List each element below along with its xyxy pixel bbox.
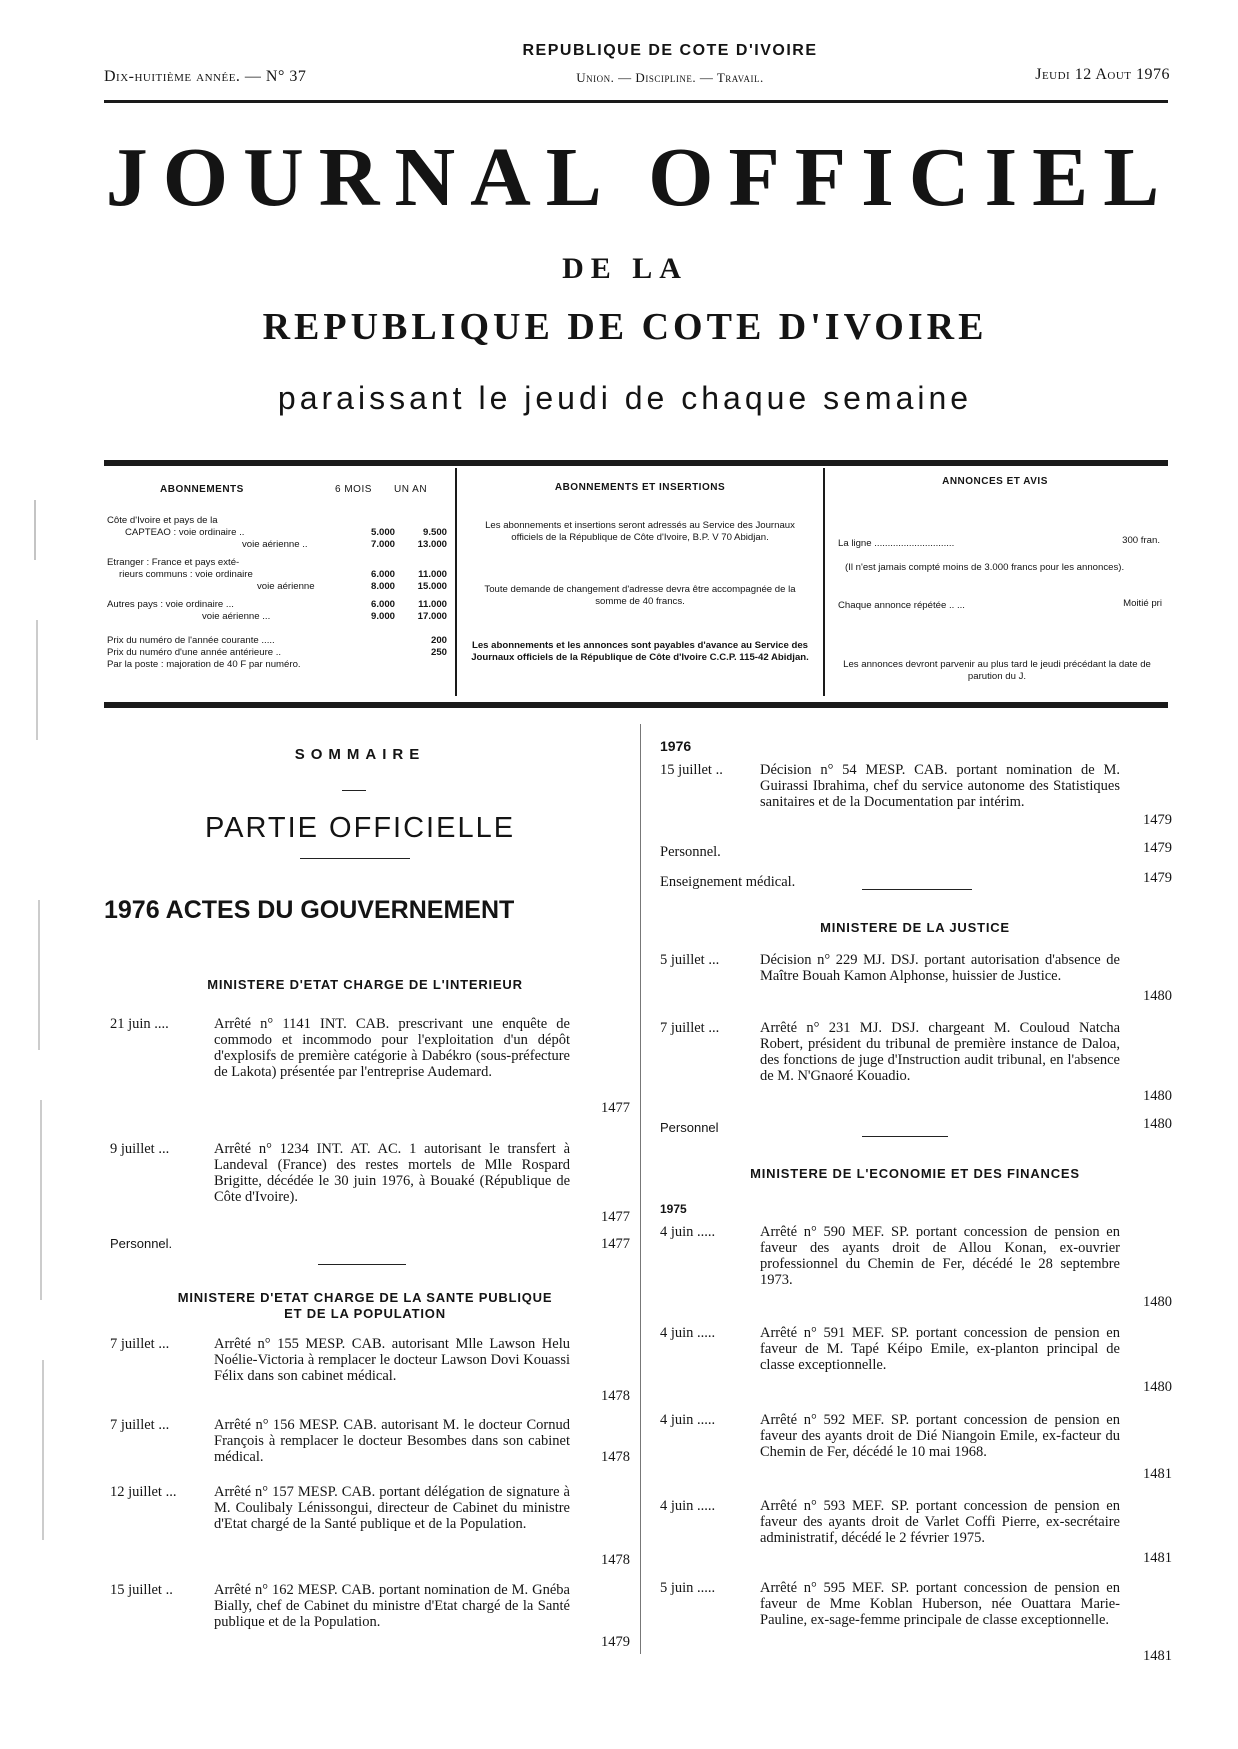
price-value: 200 (430, 635, 447, 646)
personnel-page: 1479 (1143, 840, 1172, 856)
entry-text: Arrêté n° 1141 INT. CAB. prescrivant une enquête de commodo et incommodo pour l'exploitation d'un dépôt d'explosifs de première catégorie à Dabékro (sous-préfecture de Lakota) présentée par l'entreprise Audemard. (214, 1016, 570, 1080)
entry-date: 7 juillet ... (660, 1020, 720, 1036)
box-top-rule (104, 460, 1168, 466)
subscriptions-address-note: Les abonnements et insertions seront adressés au Service des Journaux officiels de la République de Côte d'Ivoire, B.P. V 70 Abidjan. (485, 520, 795, 543)
personnel-label: Personnel. (660, 844, 721, 860)
scan-mark (38, 900, 40, 1050)
rate-1-year (395, 557, 447, 569)
entry-text: Arrêté n° 156 MESP. CAB. autorisant M. le docteur Cornud François à remplacer le docteur Besombes dans son cabinet médical. (214, 1417, 570, 1465)
gazette-entry (660, 1224, 1172, 1324)
rate-label: Côte d'Ivoire et pays de la (107, 515, 218, 526)
scan-mark (34, 500, 36, 560)
personnel-label: Personnel (660, 1120, 719, 1135)
gazette-entry (660, 1412, 1172, 1492)
actes-heading: 1976 ACTES DU GOUVERNEMENT (104, 896, 515, 924)
personnel-entry (110, 1236, 630, 1252)
entry-page: 1480 (1143, 988, 1172, 1004)
entry-page: 1478 (601, 1449, 630, 1465)
entry-date: 21 juin .... (110, 1016, 169, 1032)
ministry-health-heading-line2: ET DE LA POPULATION (284, 1306, 446, 1321)
journal-title: JOURNAL OFFICIEL (105, 131, 1175, 224)
entry-page: 1478 (601, 1388, 630, 1404)
gazette-entry (660, 1580, 1172, 1664)
entry-date: 4 juin ..... (660, 1412, 716, 1428)
entry-text: Arrêté n° 162 MESP. CAB. portant nomination de M. Gnéba Bially, chef de Cabinet du ministre d'Etat chargé de la Santé publique et de la Population. (214, 1582, 570, 1630)
price-label: Prix du numéro de l'année courante ..... (107, 635, 275, 646)
personnel-label: Personnel. (110, 1236, 173, 1251)
national-motto: Union. — Discipline. — Travail. (576, 70, 764, 85)
price-row (107, 635, 447, 647)
entry-page: 1481 (1143, 1550, 1172, 1566)
divider (862, 889, 972, 890)
entry-page: 1479 (1143, 812, 1172, 828)
entry-date: 7 juillet ... (110, 1336, 170, 1352)
rate-label: voie aérienne .. (242, 539, 308, 550)
rate-6-months: 7.000 (370, 539, 395, 550)
sommaire-heading: SOMMAIRE (294, 746, 426, 763)
box-bottom-rule (104, 702, 1168, 708)
entry-date: 15 juillet .. (110, 1582, 173, 1598)
rate-6-months (343, 515, 395, 527)
rate-label: voie aérienne ... (202, 611, 271, 622)
scan-mark (40, 1100, 42, 1300)
rate-6-months: 6.000 (370, 569, 395, 580)
rate-label: rieurs communs : voie ordinaire (119, 569, 253, 580)
scan-mark (36, 620, 38, 740)
rate-row (107, 539, 447, 551)
rate-1-year: 17.000 (417, 611, 447, 622)
payment-note: Les abonnements et les annonces sont payables d'avance au Service des Journaux officiels de la République de Côte d'Ivoire C.C.P. 115-42 Abidjan. (471, 640, 809, 663)
republic-line: REPUBLIQUE DE COTE D'IVOIRE (522, 42, 818, 59)
entry-page: 1478 (601, 1552, 630, 1568)
gazette-entry (110, 1336, 630, 1404)
entry-date: 7 juillet ... (110, 1417, 170, 1433)
price-label: Par la poste : majoration de 40 F par numéro. (107, 659, 301, 670)
rate-1-year: 15.000 (417, 581, 447, 592)
price-row (107, 659, 447, 671)
line-rate-value: 300 fran. (1122, 535, 1160, 546)
price-row (107, 647, 447, 659)
rate-1-year: 13.000 (417, 539, 447, 550)
entry-text: Arrêté n° 155 MESP. CAB. autorisant Mlle Lawson Helu Noélie-Victoria à remplacer le docteur Lawson Dovi Kouassi Félix dans son cabinet médical. (214, 1336, 570, 1384)
ministry-economy-heading: MINISTERE DE L'ECONOMIE ET DES FINANCES (750, 1166, 1080, 1181)
year-heading: 1975 (660, 1202, 687, 1216)
six-months-heading: 6 MOIS (335, 484, 372, 495)
entry-page: 1481 (1143, 1466, 1172, 1482)
divider (862, 1136, 948, 1137)
gazette-entry (660, 1020, 1172, 1104)
gazette-entry (110, 1417, 630, 1469)
repeat-rate-value: Moitié pri (1123, 598, 1162, 609)
partie-officielle-heading: PARTIE OFFICIELLE (204, 812, 516, 844)
box-divider-1 (455, 468, 457, 696)
year-heading: 1976 (660, 738, 692, 754)
rate-1-year: 11.000 (418, 599, 447, 610)
address-change-note: Toute demande de changement d'adresse devra être accompagnée de la somme de 40 francs. (484, 584, 796, 607)
rate-6-months: 5.000 (370, 527, 395, 538)
gazette-entry (660, 762, 1172, 830)
subtitle-periodicity: paraissant le jeudi de chaque semaine (277, 380, 973, 416)
medical-education-page: 1479 (1143, 870, 1172, 886)
personnel-page: 1480 (1143, 1116, 1172, 1132)
rate-label: CAPTEAO : voie ordinaire .. (125, 527, 245, 538)
subscriptions-insertions-heading: ABONNEMENTS ET INSERTIONS (554, 482, 726, 493)
issue-number: Dix-huitième année. — N° 37 (104, 68, 307, 85)
entry-date: 5 juin ..... (660, 1580, 716, 1596)
issue-date: Jeudi 12 Aout 1976 (1035, 66, 1170, 83)
ministry-interior-heading: MINISTERE D'ETAT CHARGE DE L'INTERIEUR (207, 977, 523, 992)
minimum-charge-note: (Il n'est jamais compté moins de 3.000 francs pour les annonces). (845, 562, 1125, 573)
divider (342, 790, 366, 791)
gazette-entry (660, 1325, 1172, 1405)
rate-row (107, 527, 447, 539)
entry-text: Arrêté n° 590 MEF. SP. portant concession de pension en faveur des ayants droit de Allou Konan, ex-ouvrier professionnel du Chemin de Fer, décédé le 28 septembre 1973. (760, 1224, 1120, 1288)
entry-text: Arrêté n° 592 MEF. SP. portant concession de pension en faveur des ayants droit de Dié Niangoin Emile, ex-facteur du Chemin de Fer, décédé le 10 mai 1968. (760, 1412, 1120, 1460)
divider (318, 1264, 406, 1265)
entry-date: 15 juillet .. (660, 762, 723, 778)
rate-6-months: 9.000 (370, 611, 395, 622)
rate-6-months: 8.000 (370, 581, 395, 592)
gazette-entry (660, 1498, 1172, 1566)
gazette-entry (660, 952, 1172, 1004)
price-label: Prix du numéro d'une année antérieure .. (107, 647, 282, 658)
rate-label: Autres pays : voie ordinaire ... (107, 599, 234, 610)
entry-page: 1480 (1143, 1088, 1172, 1104)
personnel-entry (660, 840, 1172, 860)
entry-page: 1480 (1143, 1379, 1172, 1395)
divider (300, 858, 410, 859)
personnel-page: 1477 (601, 1236, 630, 1252)
medical-education-label: Enseignement médical. (660, 874, 796, 890)
scan-mark (42, 1360, 44, 1540)
one-year-heading: UN AN (394, 484, 428, 495)
entry-page: 1481 (1143, 1648, 1172, 1664)
gazette-entry (110, 1582, 630, 1650)
header-rule (104, 100, 1168, 103)
entry-page: 1477 (601, 1100, 630, 1116)
rate-label: Etranger : France et pays exté- (107, 557, 240, 568)
entry-text: Décision n° 229 MJ. DSJ. portant autorisation d'absence de Maître Bouah Kamon Alphonse, huissier de Justice. (760, 952, 1120, 984)
subscription-rates (107, 515, 447, 671)
rate-1-year (395, 515, 447, 527)
line-rate-label: La ligne .............................. (838, 538, 955, 549)
entry-text: Arrêté n° 157 MESP. CAB. portant délégation de signature à M. Coulibaly Lénissongui, directeur de Cabinet du ministre d'Etat chargé de la Santé publique et de la Population. (214, 1484, 570, 1532)
gazette-entry (110, 1141, 630, 1225)
announcements-heading: ANNONCES ET AVIS (942, 476, 1048, 487)
entry-text: Arrêté n° 1234 INT. AT. AC. 1 autorisant le transfert à Landeval (France) des restes mortels de Mlle Rospard Brigitte, décédée le 30 juin 1976, à Bouaké (République de Côte d'Ivoire). (214, 1141, 570, 1205)
announcement-deadline-note: Les annonces devront parvenir au plus tard le jeudi précédant la date de parution du J. (843, 659, 1151, 682)
repeat-rate-label: Chaque annonce répétée .. ... (838, 600, 965, 611)
ministry-health-heading-line1: MINISTERE D'ETAT CHARGE DE LA SANTE PUBLIQUE (177, 1290, 553, 1305)
entry-date: 4 juin ..... (660, 1325, 716, 1341)
entry-text: Arrêté n° 595 MEF. SP. portant concession de pension en faveur de Mme Koblan Huberson, née Ouattara Marie-Pauline, ex-sage-femme principale de classe exceptionnelle. (760, 1580, 1120, 1628)
rate-row (107, 569, 447, 581)
rate-label: voie aérienne (257, 581, 315, 592)
rate-row (107, 557, 447, 569)
gazette-entry (110, 1016, 630, 1116)
gazette-entry (110, 1484, 630, 1568)
rate-row (107, 581, 447, 593)
rate-row (107, 515, 447, 527)
subtitle-republic: REPUBLIQUE DE COTE D'IVOIRE (262, 306, 988, 348)
price-value: 250 (430, 647, 447, 658)
rate-1-year: 9.500 (422, 527, 447, 538)
entry-text: Décision n° 54 MESP. CAB. portant nomination de M. Guirassi Ibrahima, chef du service autonome des Statistiques sanitaires et de la Documentation par intérim. (760, 762, 1120, 810)
rate-row (107, 599, 447, 611)
subtitle-de-la: DE LA (562, 252, 688, 285)
entry-date: 5 juillet ... (660, 952, 720, 968)
entry-text: Arrêté n° 593 MEF. SP. portant concession de pension en faveur des ayants droit de Varlet Coffi Pierre, ex-secrétaire administratif, décédé le 2 février 1975. (760, 1498, 1120, 1546)
ministry-justice-heading: MINISTERE DE LA JUSTICE (820, 920, 1010, 935)
entry-text: Arrêté n° 231 MJ. DSJ. chargeant M. Couloud Natcha Robert, président du tribunal de première instance de Daloa, des fonctions de juge d'Instruction audit tribunal, en l'absence de M. N'Gnaoré Kouadio. (760, 1020, 1120, 1084)
entry-date: 12 juillet ... (110, 1484, 177, 1500)
box-divider-2 (823, 468, 825, 696)
entry-page: 1477 (601, 1209, 630, 1225)
rate-6-months: 6.000 (370, 599, 395, 610)
column-separator (640, 724, 641, 1654)
entry-date: 4 juin ..... (660, 1224, 716, 1240)
entry-page: 1480 (1143, 1294, 1172, 1310)
entry-date: 4 juin ..... (660, 1498, 716, 1514)
subscriptions-heading: ABONNEMENTS (160, 484, 244, 495)
rate-6-months (343, 557, 395, 569)
rate-row (107, 611, 447, 623)
entry-page: 1479 (601, 1634, 630, 1650)
entry-text: Arrêté n° 591 MEF. SP. portant concession de pension en faveur de M. Tapé Kéipo Emile, ex-planton principal de classe exceptionnelle. (760, 1325, 1120, 1373)
personnel-entry (660, 1116, 1172, 1136)
medical-education-entry (660, 870, 1172, 890)
rate-1-year: 11.000 (418, 569, 447, 580)
entry-date: 9 juillet ... (110, 1141, 170, 1157)
